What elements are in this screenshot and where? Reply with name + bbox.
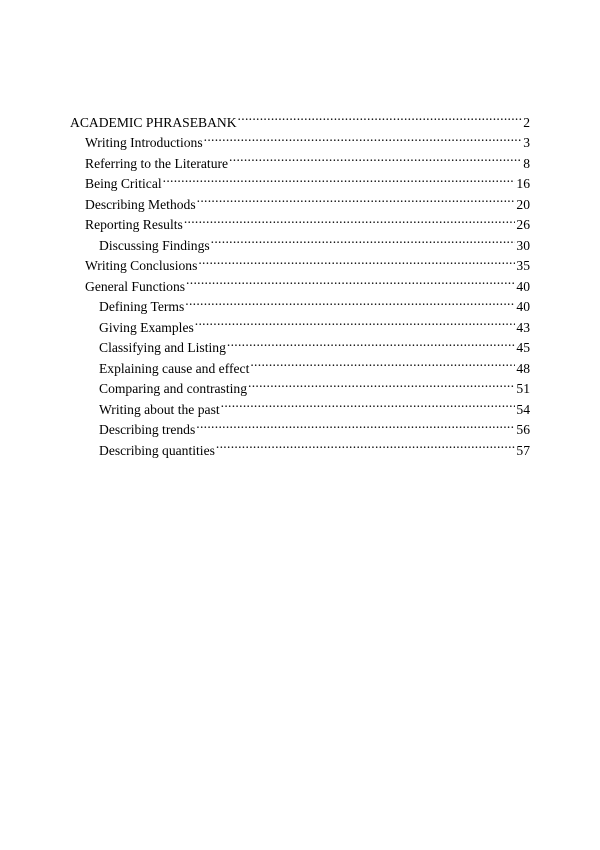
toc-entry-title: Describing trends (99, 422, 196, 437)
toc-dot-leader (248, 373, 515, 394)
toc-page-number: 3 (523, 135, 530, 150)
toc-entry-title: Discussing Findings (99, 237, 210, 253)
toc-entry-title: Describing Methods (85, 196, 196, 212)
toc-dot-leader (196, 414, 515, 435)
toc-dot-leader (250, 352, 515, 373)
toc-dot-leader (184, 209, 516, 230)
toc-dot-leader (195, 311, 516, 332)
toc-page-number: 40 (516, 299, 530, 314)
toc-page-number: 43 (516, 319, 530, 335)
toc-dot-leader (185, 291, 515, 312)
toc-page-number: 57 (516, 442, 530, 458)
toc-entry-title: Comparing and contrasting (99, 381, 247, 396)
toc-entry-title: Defining Terms (99, 299, 185, 314)
toc-dot-leader (204, 127, 523, 148)
toc-entry-title: Explaining cause and effect (99, 360, 250, 376)
toc-page-number: 16 (516, 176, 530, 191)
toc-entry-title: Being Critical (85, 176, 162, 191)
toc-page-number: 54 (516, 401, 530, 417)
toc-entry-title: Reporting Results (85, 217, 183, 232)
toc-entry-title: Giving Examples (99, 319, 194, 335)
toc-dot-leader (198, 250, 515, 271)
toc-page-number: 20 (516, 196, 530, 212)
toc-page-number: 51 (516, 381, 530, 396)
toc-entry-title: ACADEMIC PHRASEBANK (70, 114, 237, 130)
toc-dot-leader (197, 188, 516, 209)
toc-page-number: 45 (516, 340, 530, 355)
toc-entry-title: Writing about the past (99, 401, 220, 417)
toc-dot-leader (238, 106, 523, 127)
toc-page-number: 56 (516, 422, 530, 437)
toc-entry-title: Writing Conclusions (85, 258, 198, 273)
toc-dot-leader (229, 147, 522, 168)
table-of-contents (70, 106, 530, 458)
toc-page-number: 8 (523, 155, 530, 171)
toc-dot-leader (221, 393, 516, 414)
toc-page-number: 30 (516, 237, 530, 253)
toc-page-number: 26 (516, 217, 530, 232)
toc-dot-leader (163, 168, 516, 189)
toc-entry-title: Classifying and Listing (99, 340, 226, 355)
toc-entry-title: General Functions (85, 278, 186, 294)
toc-entry-title: Writing Introductions (85, 135, 203, 150)
toc-page-number: 40 (516, 278, 530, 294)
toc-entry-title: Describing quantities (99, 442, 215, 458)
toc-entry[interactable] (70, 106, 530, 130)
toc-entry-title: Referring to the Literature (85, 155, 229, 171)
toc-dot-leader (216, 434, 516, 455)
toc-dot-leader (211, 229, 516, 250)
toc-page-number: 2 (523, 114, 530, 130)
toc-page-number: 35 (516, 258, 530, 273)
toc-dot-leader (186, 270, 515, 291)
toc-dot-leader (227, 332, 516, 353)
toc-page-number: 48 (516, 360, 530, 376)
